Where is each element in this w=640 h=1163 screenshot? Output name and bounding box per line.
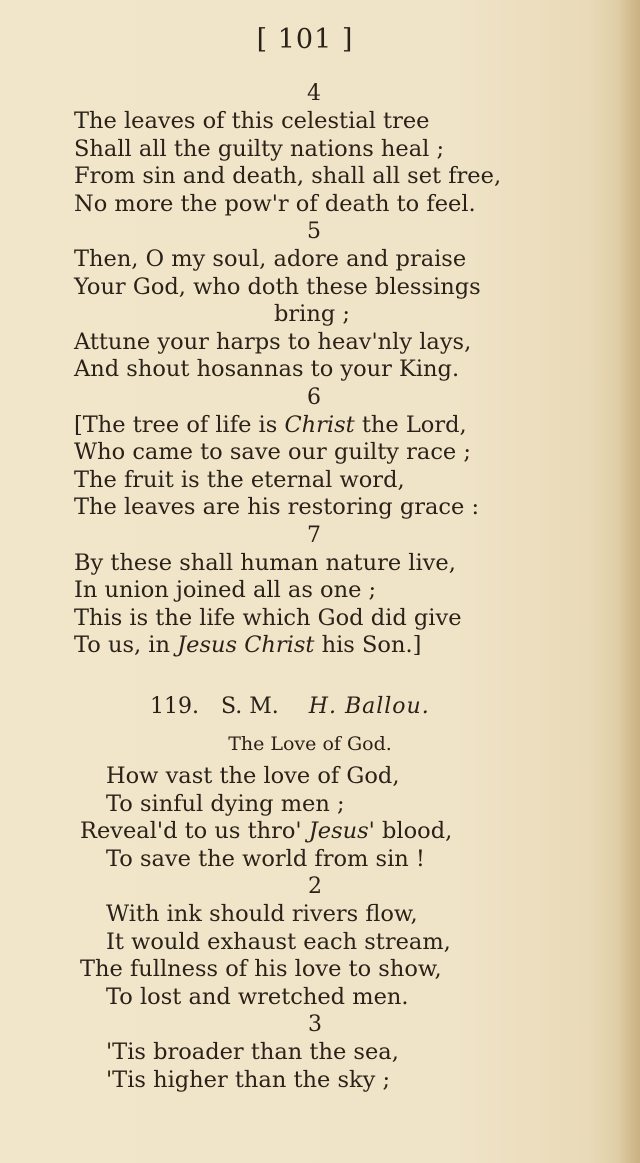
page-edge-shadow bbox=[618, 0, 640, 1163]
verse-line: Who came to save our guilty race ; bbox=[74, 439, 471, 465]
verse-line: This is the life which God did give bbox=[74, 604, 462, 631]
verse-text: the Lord, bbox=[354, 411, 467, 438]
verse-line: Shall all the guilty nations heal ; bbox=[74, 135, 445, 162]
verse-text-italic: Jesus Christ bbox=[177, 632, 315, 658]
verse-line: To save the world from sin ! bbox=[106, 845, 425, 872]
stanza-number: 5 bbox=[307, 219, 321, 244]
verse-line: 'Tis higher than the sky ; bbox=[106, 1066, 391, 1093]
verse-line: Then, O my soul, adore and praise bbox=[74, 246, 467, 272]
verse-text: his Son.] bbox=[314, 632, 422, 658]
verse-line-runover: bring ; bbox=[274, 301, 350, 327]
verse-line: Attune your harps to heav'nly lays, bbox=[74, 328, 472, 355]
verse-text: blood, bbox=[374, 818, 453, 844]
stanza-number: 4 bbox=[307, 81, 321, 106]
hymn-119-body bbox=[80, 763, 580, 1094]
verse-line: The fruit is the eternal word, bbox=[74, 466, 405, 493]
verse-line: 'Tis broader than the sea, bbox=[106, 1039, 399, 1065]
verse-line: The leaves of this celestial tree bbox=[74, 108, 430, 134]
verse-line: Your God, who doth these blessings bbox=[74, 273, 481, 300]
verse-line: And shout hosannas to your King. bbox=[74, 356, 460, 382]
verse-text: To us, in bbox=[74, 632, 178, 658]
verse-line: To lost and wretched men. bbox=[106, 983, 409, 1010]
hymn-118-continuation bbox=[74, 80, 554, 660]
stanza-number: 6 bbox=[307, 384, 321, 410]
verse-text-italic: Christ bbox=[284, 411, 355, 438]
verse-text: Reveal'd to us thro' bbox=[80, 818, 309, 844]
verse-line bbox=[74, 632, 554, 660]
verse-line: From sin and death, shall all set free, bbox=[74, 163, 502, 189]
stanza-number: 3 bbox=[308, 1012, 322, 1037]
stanza-number: 7 bbox=[307, 522, 321, 548]
verse-text: [The tree of life is bbox=[74, 411, 285, 438]
verse-line: By these shall human nature live, bbox=[74, 549, 456, 576]
verse-line: The leaves are his restoring grace : bbox=[74, 494, 480, 520]
verse-line: With ink should rivers flow, bbox=[106, 901, 418, 927]
verse-line: To sinful dying men ; bbox=[106, 790, 345, 817]
verse-line: It would exhaust each stream, bbox=[106, 928, 451, 955]
hymn-author: H. Ballou. bbox=[308, 694, 430, 719]
hymn-meter: S. M. bbox=[220, 694, 279, 719]
hymn-number: 119. bbox=[150, 694, 199, 719]
verse-text-italic: Jesus' bbox=[308, 818, 375, 844]
hymn-119-heading bbox=[150, 694, 430, 719]
verse-line: The fullness of his love to show, bbox=[80, 956, 442, 982]
verse-line bbox=[80, 818, 580, 846]
stanza-number: 2 bbox=[308, 874, 322, 899]
verse-line: No more the pow'r of death to feel. bbox=[74, 190, 476, 217]
hymn-title: The Love of God. bbox=[228, 733, 392, 755]
verse-line: How vast the love of God, bbox=[106, 763, 400, 789]
page-number-header: [ 101 ] bbox=[256, 24, 354, 55]
verse-line bbox=[74, 412, 554, 440]
verse-line: In union joined all as one ; bbox=[74, 577, 377, 603]
